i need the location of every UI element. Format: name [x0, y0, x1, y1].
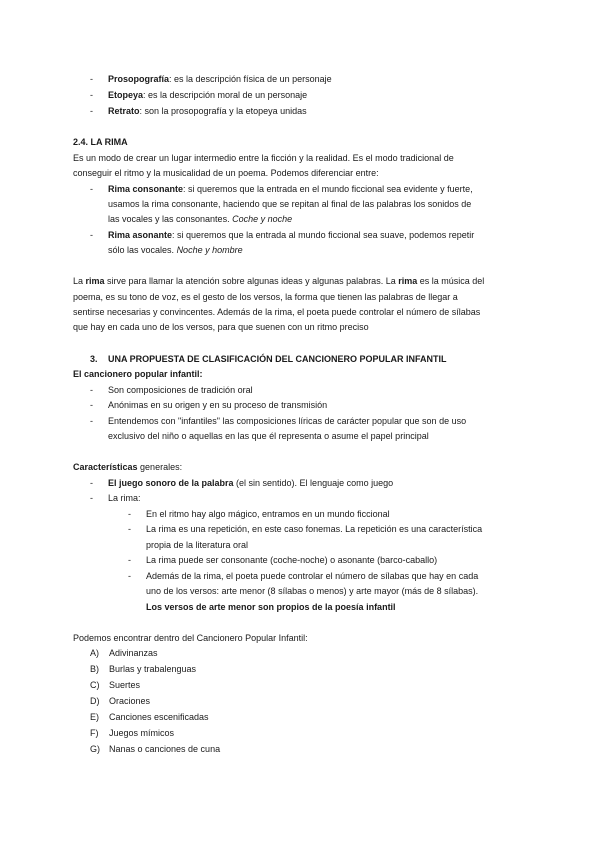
list-dash: -	[90, 478, 93, 488]
sublist-dash: -	[128, 524, 131, 534]
list-letter: F)	[90, 728, 99, 738]
list-item: Anónimas en su origen y en su proceso de transmisión	[108, 400, 328, 410]
text: sirve para llamar la atención sobre algunas ideas y algunas palabras. La	[104, 276, 399, 286]
list-item	[108, 72, 332, 87]
list-dash: -	[90, 493, 93, 503]
list-item: Burlas y trabalenguas	[109, 664, 197, 674]
list-dash: -	[90, 416, 93, 426]
section-heading: UNA PROPUESTA DE CLASIFICACIÓN DEL CANCIONERO POPULAR INFANTIL	[108, 354, 447, 364]
list-letter: G)	[90, 744, 100, 754]
sublist-dash: -	[128, 571, 131, 581]
text: sólo las vocales.	[108, 245, 175, 255]
list-item	[108, 104, 307, 119]
subheading	[73, 460, 182, 475]
definition: : si queremos que la entrada en el mundo ficcional sea evidente y fuerte,	[183, 184, 473, 194]
list-item: Nanas o canciones de cuna	[109, 744, 221, 754]
section-heading: 2.4. LA RIMA	[73, 137, 128, 147]
list-item: Son composiciones de tradición oral	[108, 385, 253, 395]
paragraph-line: Es un modo de crear un lugar intermedio entre la ficción y la realidad. Es el modo tradicional de	[73, 153, 454, 163]
definition: : son la prosopografía y la etopeya unidas	[139, 106, 307, 116]
list-letter: E)	[90, 712, 99, 722]
list-dash: -	[90, 385, 93, 395]
text: es la música del	[417, 276, 485, 286]
list-item	[108, 228, 474, 243]
list-item-continuation	[108, 212, 292, 227]
paragraph-line: que hay en cada uno de los versos, para que suenen con un ritmo preciso	[73, 322, 369, 332]
list-item: Adivinanzas	[109, 648, 158, 658]
list-item	[108, 476, 393, 491]
definition: : es la descripción física de un personaje	[169, 74, 332, 84]
list-item-continuation: exclusivo del niño o aquellas en las que él representa o asume el papel principal	[108, 431, 429, 441]
term: Prosopografía	[108, 74, 170, 84]
paragraph-line: sentirse necesarias y convincentes. Además de la rima, el poeta puede controlar el número de sílabas	[73, 307, 481, 317]
list-dash: -	[90, 230, 93, 240]
example: Coche y noche	[232, 214, 293, 224]
list-item	[108, 88, 307, 103]
sublist-dash: -	[128, 555, 131, 565]
term: Retrato	[108, 106, 140, 116]
keyword: rima	[85, 276, 105, 286]
definition: : si queremos que la entrada al mundo ficcional sea suave, podemos repetir	[172, 230, 475, 240]
list-item: Entendemos con "infantiles" las composiciones líricas de carácter popular que son de uso	[108, 416, 467, 426]
heading-rest: generales:	[137, 462, 183, 472]
sublist-item-continuation: propia de la literatura oral	[146, 540, 249, 550]
list-dash: -	[90, 400, 93, 410]
list-letter: A)	[90, 648, 99, 658]
keyword: rima	[398, 276, 418, 286]
sublist-item: La rima puede ser consonante (coche-noche) o asonante (barco-caballo)	[146, 555, 438, 565]
list-item	[108, 182, 473, 197]
sublist-item: La rima es una repetición, en este caso fonemas. La repetición es una característica	[146, 524, 483, 534]
paragraph-line: conseguir el ritmo y la musicalidad de un poema. Podemos diferenciar entre:	[73, 168, 379, 178]
section-number: 3.	[90, 354, 98, 364]
paragraph-line	[73, 274, 484, 289]
list-dash: -	[90, 106, 93, 116]
sublist-dash: -	[128, 509, 131, 519]
list-dash: -	[90, 74, 93, 84]
list-item: La rima:	[108, 493, 141, 503]
text: La	[73, 276, 86, 286]
example: Noche y hombre	[176, 245, 243, 255]
list-item-continuation	[108, 243, 243, 258]
subheading: El cancionero popular infantil:	[73, 369, 203, 379]
list-letter: B)	[90, 664, 99, 674]
definition: : es la descripción moral de un personaje	[143, 90, 308, 100]
list-letter: D)	[90, 696, 100, 706]
list-letter: C)	[90, 680, 100, 690]
sublist-item: En el ritmo hay algo mágico, entramos en un mundo ficcional	[146, 509, 390, 519]
text: las vocales y las consonantes.	[108, 214, 230, 224]
keyword: El juego sonoro de la palabra	[108, 478, 234, 488]
sublist-item-continuation: uno de los versos: arte menor (8 sílabas o menos) y arte mayor (más de 8 sílabas).	[146, 586, 479, 596]
list-item: Suertes	[109, 680, 141, 690]
list-item: Oraciones	[109, 696, 151, 706]
text: (el sin sentido). El lenguaje como juego	[233, 478, 394, 488]
heading-bold: Características	[73, 462, 138, 472]
list-dash: -	[90, 184, 93, 194]
list-item: Juegos mímicos	[109, 728, 175, 738]
term: Etopeya	[108, 90, 144, 100]
paragraph-line: poema, es su tono de voz, es el gesto de los versos, la forma que tienen las palabras de llegar a	[73, 292, 458, 302]
list-dash: -	[90, 90, 93, 100]
list-item-continuation: usamos la rima consonante, haciendo que se repitan al final de las palabras los sonidos de	[108, 199, 472, 209]
sublist-item: Además de la rima, el poeta puede controlar el número de sílabas que hay en cada	[146, 571, 479, 581]
term: Rima asonante	[108, 230, 173, 240]
list-item: Canciones escenificadas	[109, 712, 209, 722]
term: Rima consonante	[108, 184, 184, 194]
paragraph-line: Podemos encontrar dentro del Cancionero Popular Infantil:	[73, 633, 308, 643]
sublist-item-continuation: Los versos de arte menor son propios de la poesía infantil	[146, 602, 396, 612]
